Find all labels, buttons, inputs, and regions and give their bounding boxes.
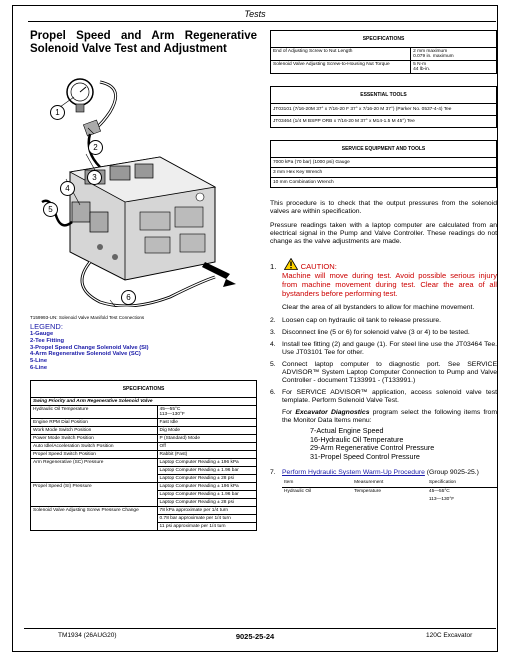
equipment-row: 10 mm Combination Wrench: [271, 178, 497, 188]
program-name: Excavator Diagnostics: [295, 409, 370, 416]
callout-1: 1: [50, 105, 65, 120]
table-row: [271, 48, 497, 61]
figure-caption: T159993-UN: Solenoid Valve Manifold Test Connections: [30, 315, 145, 320]
procedure-steps: [270, 304, 497, 504]
list-item: 16-Hydraulic Oil Temperature: [310, 434, 404, 444]
intro-paragraph: This procedure is to check that the output pressures from the solenoid valves are within specification.: [270, 200, 497, 215]
step-6-detail: For Excavator Diagnostics program select the following items from the Monitor Data Items menu:: [282, 409, 497, 424]
header-rule: [28, 21, 496, 22]
step-item: 6. For SERVICE ADVISOR™ application, access solenoid valve test template. Perform Solenoid Valve Test.: [270, 389, 497, 404]
footer-document-id: TM1934 (26AUG20): [58, 632, 117, 639]
spec-value: Off: [157, 442, 256, 450]
spec-label: Propel Speed Switch Position: [31, 450, 158, 458]
service-equipment-table: [270, 140, 497, 188]
callout-3: 3: [87, 170, 102, 185]
step-item: 5. Connect laptop computer to diagnostic port. See SERVICE ADVISOR™ System Laptop Computer Connection to Pump and Valve Controller - document T133991 - (T133991.): [270, 361, 497, 384]
caution-block: [270, 258, 497, 298]
equipment-row: 7000 kPa (70 bar) (1000 psi) Gauge: [271, 158, 497, 168]
warm-up-procedure-link[interactable]: Perform Hydraulic System Warm-Up Procedure: [282, 469, 425, 476]
footer-rule: [24, 628, 496, 629]
table-row: [31, 442, 257, 450]
legend-item: 1-Gauge: [30, 331, 54, 337]
spec-value: 11 psi approximate per 1/4 turn: [157, 522, 256, 530]
table-row: [271, 61, 497, 74]
bottom-rule: [12, 651, 498, 652]
footer-page-number: 9025-25-24: [235, 632, 275, 641]
callout-4: 4: [60, 181, 75, 196]
spec-value: 45—55°C 113—130°F: [157, 405, 256, 418]
table-row: [31, 506, 257, 514]
table-row: [31, 458, 257, 466]
top-rule: [12, 5, 498, 6]
spec-label: Propel Speed (SI) Pressure: [31, 482, 158, 506]
spec-right-title: SPECIFICATIONS: [271, 31, 497, 48]
footer-model: 120C Excavator: [426, 632, 473, 639]
callout-5: 5: [43, 202, 58, 217]
table-row: [31, 426, 257, 434]
spec-value: P (Standard) Mode: [157, 434, 256, 442]
left-column: [30, 30, 257, 531]
spec-label: Solenoid Valve Adjusting Screw Pressure Change: [31, 506, 158, 530]
caution-text: Machine will move during test. Avoid possible serious injury from machine movement during test. Clear the area of all bystanders before performing test.: [282, 271, 497, 298]
step-item: 4. Install tee fitting (2) and gauge (1). For steel line use the JT03464 Tee. Use JT03101 Tee for other.: [270, 341, 497, 356]
table-row: [31, 450, 257, 458]
right-border: [497, 5, 498, 651]
spec-value: Laptop Computer Reading ± 1.96 bar: [157, 490, 256, 498]
spec-value: 2 mm maximum 0.079 in. maximum: [411, 48, 497, 61]
caution-label: CAUTION:: [300, 262, 337, 271]
spec-value: Dig Mode: [157, 426, 256, 434]
monitor-items-list: [310, 427, 497, 461]
callout-2: 2: [88, 140, 103, 155]
spec-value: Fast Idle: [157, 418, 256, 426]
equipment-row: 3 mm Hex Key Wrench: [271, 168, 497, 178]
spec-value: 78 kPa approximate per 1/4 turn: [157, 506, 256, 514]
left-border: [12, 5, 13, 651]
table-row: [271, 158, 497, 168]
tool-row: JT03101 (7/16-20M 37° x 7/16-20 F 37° x 7/16-20 M 37°) (Parker No. 0537-4-4) Tee: [271, 104, 497, 116]
column-header: Measurement: [352, 479, 427, 488]
legend-item: 2-Tee Fitting: [30, 337, 65, 344]
warning-triangle-icon: [284, 258, 298, 270]
spec-label: Auto Idle/Acceleration Switch Position: [31, 442, 158, 450]
callout-6: 6: [121, 290, 136, 305]
tool-row: JT03464 (1/4 M BSPP ORB x 7/16-20 M 37° x M14-1.5 M 45°) Tee: [271, 116, 497, 128]
section-header: Tests: [244, 9, 266, 19]
table-row: [31, 418, 257, 426]
essential-tools-title: ESSENTIAL TOOLS: [271, 87, 497, 104]
spec-label: Arm Regenerative (SC) Pressure: [31, 458, 158, 482]
left-specifications-table: [30, 380, 257, 531]
spec-value: Laptop Computer Reading ± 28 psi: [157, 498, 256, 506]
spec-value: Laptop Computer Reading ± 196 kPa: [157, 482, 256, 490]
spec-label: End of Adjusting Screw to Nut Length: [271, 48, 411, 61]
table-row: [31, 405, 257, 418]
spec-label: Solenoid Valve Adjusting Screw-to-Housing Nut Torque: [271, 61, 411, 74]
column-header: Item: [282, 479, 352, 488]
spec-label: Hydraulic Oil Temperature: [31, 405, 158, 418]
right-column: [270, 30, 497, 508]
valve-manifold-figure: [30, 62, 257, 307]
column-header: Specification: [427, 479, 497, 488]
step-item: 2. Loosen cap on hydraulic oil tank to release pressure.: [270, 317, 442, 324]
warm-up-spec-table: [282, 479, 497, 504]
legend-title: LEGEND:: [30, 322, 63, 331]
step-item: 3. Disconnect line (5 or 6) for solenoid valve (3 or 4) to be tested.: [270, 329, 470, 336]
step-item: 7. Perform Hydraulic System Warm-Up Procedure (Group 9025-25.) Item Measurement Specification Hydraulic Oil Temperature 45—55°C 113—130°F: [270, 469, 497, 504]
spec-label: Engine RPM Dial Position: [31, 418, 158, 426]
page-title: Propel Speed and Arm Regenerative Solenoid Valve Test and Adjustment: [30, 30, 257, 55]
legend-item: 4-Arm Regenerative Solenoid Valve (SC): [30, 351, 141, 358]
spec-value: Laptop Computer Reading ± 196 kPa: [157, 458, 256, 466]
caution-followup: Clear the area of all bystanders to allow for machine movement.: [282, 304, 475, 311]
spec-left-subtitle: Swing Priority and Arm Regenerative Solenoid Valve: [31, 397, 257, 405]
spec-label: Work Mode Switch Position: [31, 426, 158, 434]
spec-value: Rabbit (Fast): [157, 450, 256, 458]
list-item: 29-Arm Regenerative Control Pressure: [310, 443, 435, 452]
spec-label: Power Mode Switch Position: [31, 434, 158, 442]
table-row: [271, 104, 497, 116]
legend-item: 6-Line: [30, 364, 48, 371]
spec-value: 5 N·m 44 lb-in.: [411, 61, 497, 74]
right-specifications-table: [270, 30, 497, 74]
intro-paragraph: Pressure readings taken with a laptop computer are calculated from an electrical signal in the Pump and Valve Controller. These readings do not change as the valve adjustments are made.: [270, 222, 497, 245]
legend-list: [30, 331, 257, 372]
legend-item: 3-Propel Speed Change Solenoid Valve (SI): [30, 344, 149, 351]
spec-value: 0.78 bar approximate per 1/4 turn: [157, 514, 256, 522]
table-row: [31, 434, 257, 442]
step-number: 1.: [270, 262, 277, 271]
legend-item: 5-Line: [30, 358, 48, 365]
essential-tools-table: [270, 86, 497, 128]
list-item: 31-Propel Speed Control Pressure: [310, 451, 420, 461]
spec-left-title: SPECIFICATIONS: [31, 380, 257, 397]
service-equipment-title: SERVICE EQUIPMENT AND TOOLS: [271, 141, 497, 158]
list-item: 7-Actual Engine Speed: [310, 426, 384, 435]
table-row: Hydraulic Oil Temperature 45—55°C 113—130°F: [284, 489, 455, 502]
spec-value: Laptop Computer Reading ± 28 psi: [157, 474, 256, 482]
table-row: [271, 168, 497, 178]
table-row: [271, 178, 497, 188]
spec-value: Laptop Computer Reading ± 1.96 bar: [157, 466, 256, 474]
table-row: [271, 116, 497, 128]
table-row: [31, 482, 257, 490]
